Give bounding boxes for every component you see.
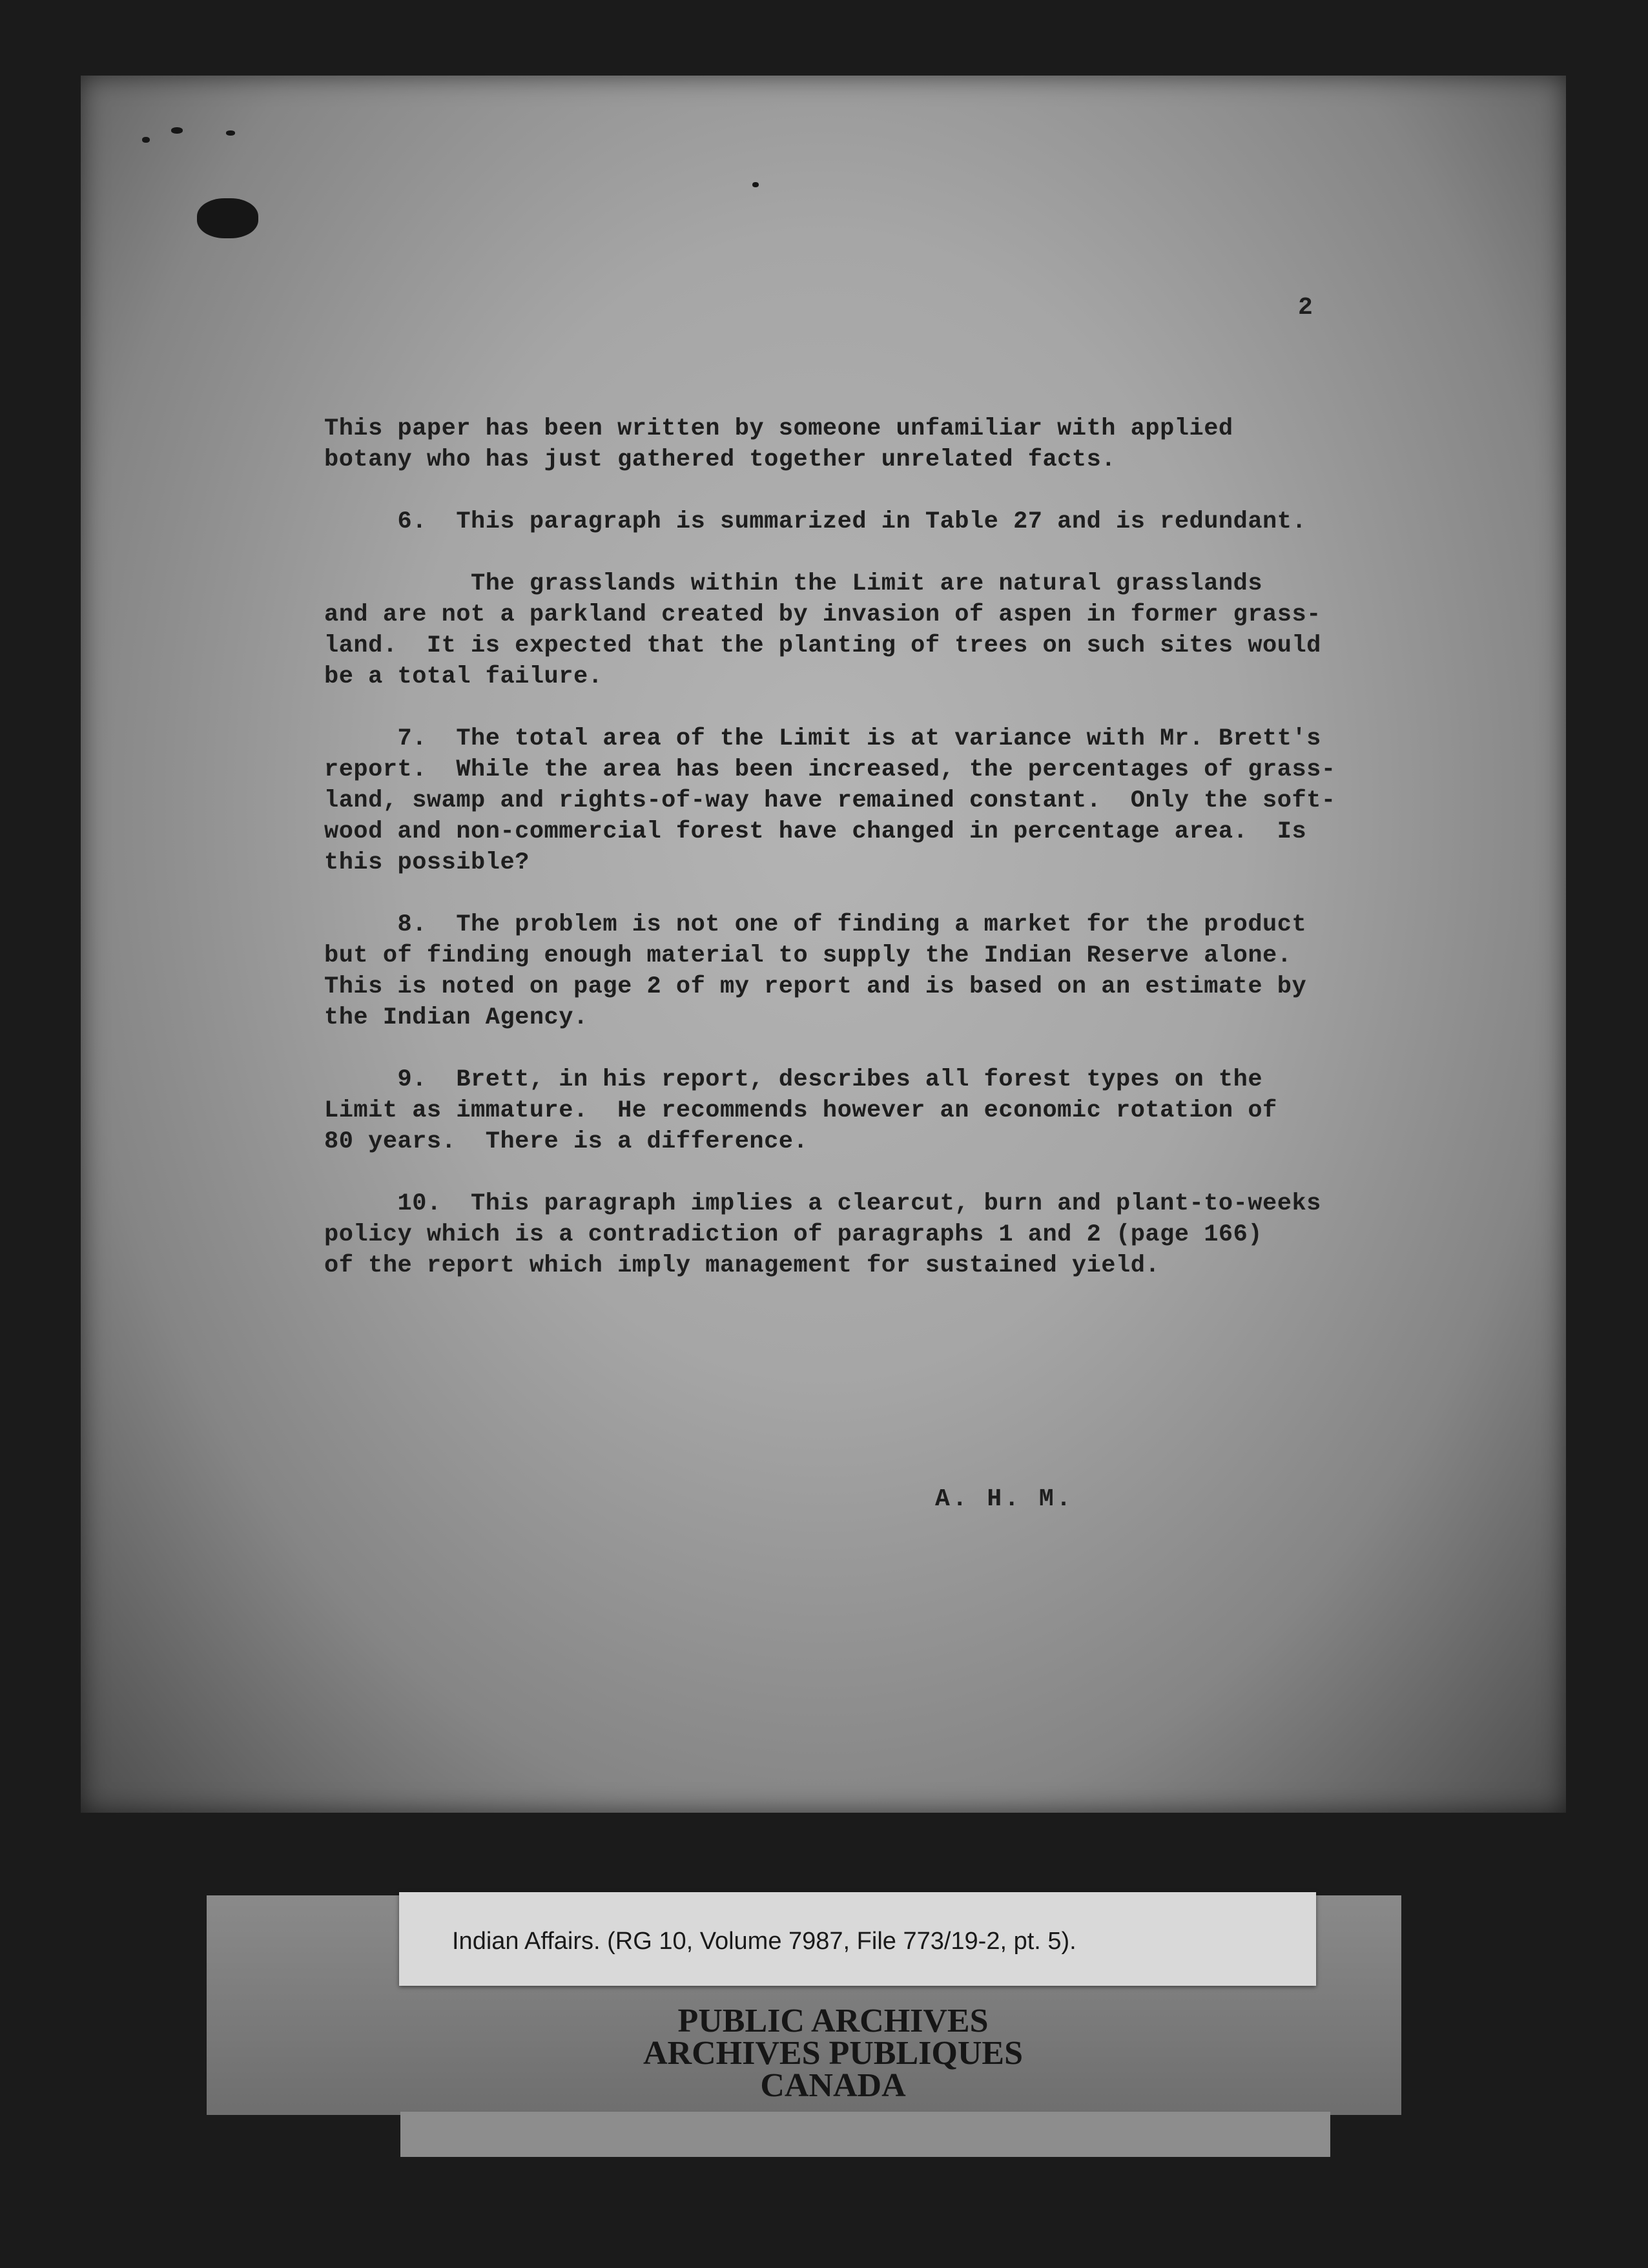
- signature-initials: A. H. M.: [935, 1485, 1074, 1513]
- paragraph-7: 7. The total area of the Limit is at variance with Mr. Brett's report. While the area has been increased, the percentages of grass- land, swamp and rights-of-way have remained constant. Only the soft- wood and non-commercial forest have changed in percentage area. Is this possible?: [324, 725, 1336, 876]
- paragraph-9: 9. Brett, in his report, describes all forest types on the Limit as immature. He recommends however an economic rotation of 80 years. There is a difference.: [324, 1066, 1277, 1155]
- archive-label-band-lower: [400, 2112, 1330, 2157]
- ink-speck: [226, 130, 235, 136]
- paragraph-10: 10. This paragraph implies a clearcut, burn and plant-to-weeks policy which is a contradiction of paragraphs 1 and 2 (page 166) of the report which imply management for sustained yield.: [324, 1190, 1321, 1279]
- stamp-line-3: CANADA: [760, 2067, 906, 2104]
- paragraph-6: 6. This paragraph is summarized in Table 27 and is redundant.: [324, 508, 1307, 535]
- paragraph-grasslands: The grasslands within the Limit are natural grasslands and are not a parkland created by invasion of aspen in former grass- land. It is expected that the planting of trees on such sites would be a total failure.: [324, 570, 1321, 690]
- paragraph-8: 8. The problem is not one of finding a market for the product but of finding enough material to supply the Indian Reserve alone. This is noted on page 2 of my report and is based on an estimate by the Indian Agency.: [324, 911, 1307, 1031]
- paragraph-intro: This paper has been written by someone unfamiliar with applied botany who has just gathered together unrelated facts.: [324, 415, 1233, 473]
- ink-speck: [142, 137, 150, 143]
- memo-body: [324, 413, 1461, 1312]
- archives-stamp: [594, 2005, 1072, 2102]
- archive-reference: Indian Affairs. (RG 10, Volume 7987, File 773/19-2, pt. 5).: [452, 1928, 1076, 1955]
- stamp-line-1: PUBLIC ARCHIVES: [677, 2003, 989, 2039]
- ink-blot: [197, 198, 258, 238]
- page-number: 2: [1298, 294, 1313, 322]
- stamp-line-2: ARCHIVES PUBLIQUES: [643, 2035, 1024, 2072]
- ink-speck: [752, 182, 759, 187]
- ink-speck: [171, 127, 183, 134]
